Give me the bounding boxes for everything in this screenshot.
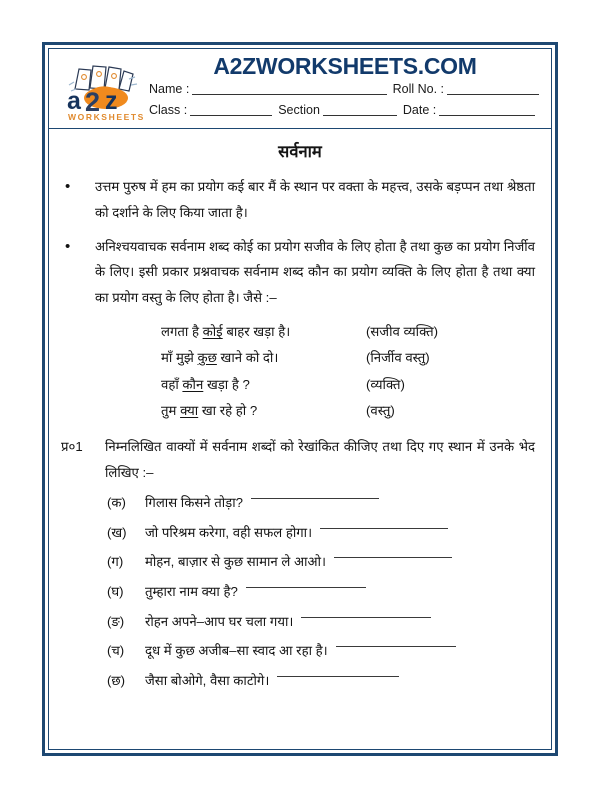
name-input[interactable] [192,83,386,95]
example-tag: (व्यक्ति) [366,376,405,392]
question-text: निम्नलिखित वाक्यों में सर्वनाम शब्दों को रेखांकित कीजिए तथा दिए गए स्थान में उनके भेद लिखिए :– [105,439,535,481]
date-input[interactable] [439,104,535,116]
example-pronoun: कौन [182,376,204,392]
example-pronoun: क्या [180,402,199,418]
sub-question-list [61,488,539,696]
answer-blank[interactable] [336,646,456,647]
example-row [161,398,539,424]
example-text-before: लगता है [161,323,203,339]
sub-question-marker: (क) [107,494,126,510]
sub-question-row [107,577,539,607]
field-row-class-section-date [149,103,545,117]
example-text-before: वहाँ [161,376,183,392]
note-item [61,174,539,225]
answer-blank[interactable] [301,617,431,618]
example-sentence [161,372,366,398]
bullet-icon: • [65,178,71,196]
sub-question-text: रोहन अपने–आप घर चला गया। [145,613,294,629]
svg-text:2: 2 [85,87,101,117]
note-text: उत्तम पुरुष में हम का प्रयोग कई बार मैं के स्थान पर वक्ता के महत्त्व, उसके बड़प्पन तथा श्रेष्ठता को दर्शाने के लिए किया जाता है। [95,179,535,220]
example-text-after: खाने को दो। [216,350,279,366]
roll-no-label: Roll No. : [392,82,444,96]
example-row [161,372,539,398]
section-label: Section [278,103,320,117]
example-sentence [161,398,366,424]
sub-question-row [107,518,539,548]
worksheet-title: सर्वनाम [278,143,322,161]
site-title: A2ZWORKSHEETS.COM [213,53,477,79]
svg-text:WORKSHEETS: WORKSHEETS [68,112,145,122]
worksheet-body [49,129,551,696]
sub-question-row [107,607,539,637]
example-tag: (निर्जीव वस्तु) [366,350,430,366]
sub-question-marker: (ग) [107,554,124,570]
sub-question-marker: (च) [107,643,125,659]
answer-blank[interactable] [334,557,452,558]
roll-no-input[interactable] [447,83,539,95]
bullet-icon: • [65,237,71,255]
example-pronoun: कोई [202,323,223,339]
sub-question-marker: (ख) [107,524,127,540]
date-label: Date : [402,103,437,117]
svg-text:z: z [105,87,118,115]
sub-question-text: जैसा बोओगे, वैसा काटोगे। [145,673,270,689]
example-row [161,345,539,371]
sub-question-text: तुम्हारा नाम क्या है? [145,583,238,599]
sub-question-text: गिलास किसने तोड़ा? [145,494,243,510]
example-pronoun: कुछ [197,350,217,366]
page-border-inner [48,48,552,750]
sub-question-text: जो परिश्रम करेगा, वही सफल होगा। [145,524,313,540]
answer-blank[interactable] [277,676,399,677]
sub-question-marker: (छ) [107,673,126,689]
sub-question-marker: (ङ) [107,613,125,629]
answer-blank[interactable] [320,528,448,529]
worksheet-header [49,49,551,129]
student-info-fields [149,82,545,124]
sub-question-row [107,666,539,696]
example-list [61,319,539,425]
field-row-name-roll [149,82,545,96]
class-input[interactable] [190,104,272,116]
example-text-before: माँ मुझे [161,350,198,366]
example-text-before: तुम [161,402,181,418]
svg-text:a: a [67,87,81,115]
sub-question-row [107,547,539,577]
a2z-logo [57,55,145,123]
sub-question-text: मोहन, बाज़ार से कुछ सामान ले आओ। [145,554,326,570]
page-border-outer [42,42,558,756]
answer-blank[interactable] [251,498,379,499]
example-text-after: खड़ा है ? [203,376,250,392]
example-row [161,319,539,345]
note-text: अनिश्चयवाचक सर्वनाम शब्द कोई का प्रयोग सजीव के लिए होता है तथा कुछ का प्रयोग निर्जीव के लिए। इसी प्रकार प्रश्नवाचक सर्वनाम शब्द कौन का प्रयोग व्यक्ति के लिए होता है तथा क्या का प्रयोग वस्तु के लिए होता है। जैसे :– [95,238,535,306]
name-label: Name : [149,82,190,96]
page-content [49,49,551,749]
example-tag: (वस्तु) [366,402,395,418]
example-tag: (सजीव व्यक्ति) [366,323,439,339]
question-number: प्र०1 [61,439,83,455]
example-text-after: बाहर खड़ा है। [222,323,291,339]
sub-question-row [107,636,539,666]
sub-question-row [107,488,539,518]
example-sentence [161,319,366,345]
section-input[interactable] [323,104,397,116]
example-text-after: खा रहे हो ? [198,402,258,418]
class-label: Class : [149,103,188,117]
example-sentence [161,345,366,371]
sub-question-text: दूध में कुछ अजीब–सा स्वाद आ रहा है। [145,643,328,659]
note-item [61,234,539,311]
sub-question-marker: (घ) [107,583,124,599]
question-block [61,434,539,485]
answer-blank[interactable] [246,587,366,588]
